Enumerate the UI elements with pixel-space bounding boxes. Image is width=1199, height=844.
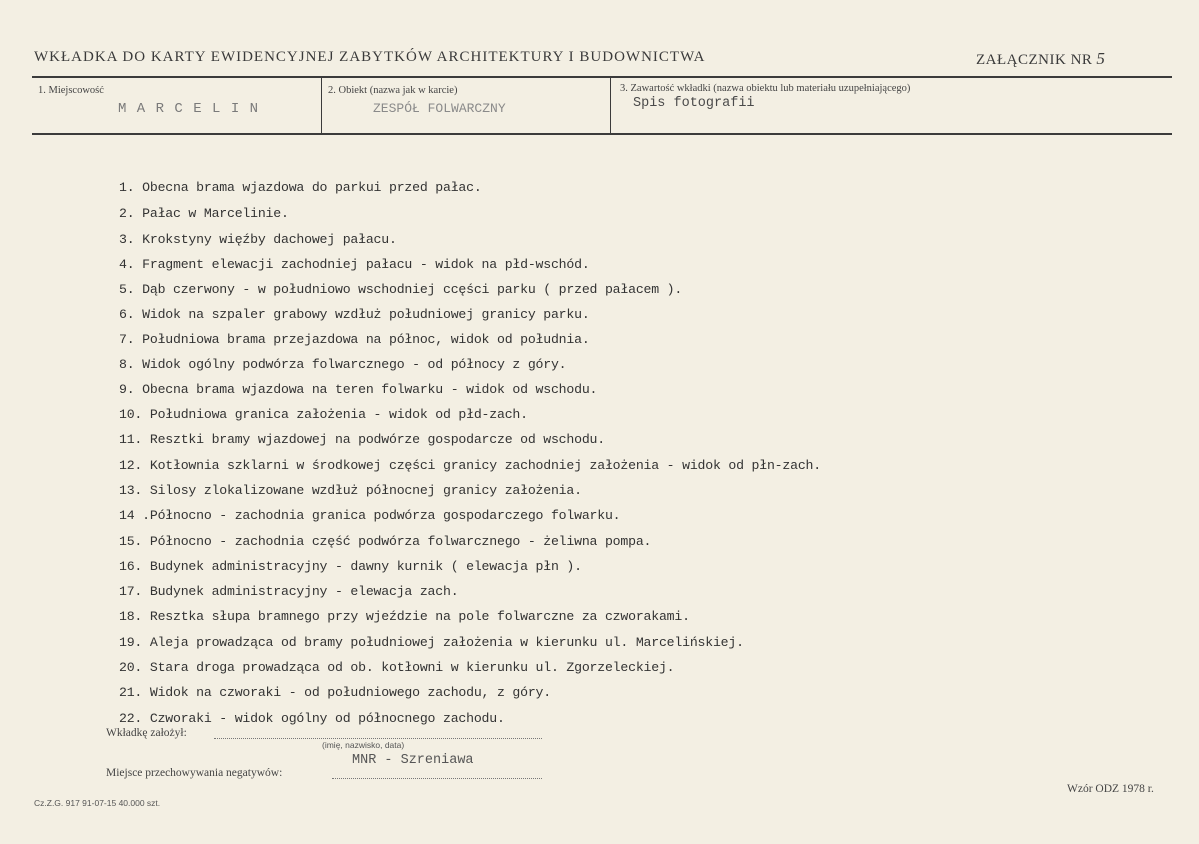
list-item: 15. Północno - zachodnia część podwórza folwarcznego - żeliwna pompa. <box>119 534 652 549</box>
form-title: WKŁADKA DO KARTY EWIDENCYJNEJ ZABYTKÓW ARCHITEKTURY I BUDOWNICTWA <box>34 49 706 65</box>
locality-label: 1. Miejscowość <box>38 85 104 96</box>
negatives-label: Miejsce przechowywania negatywów: <box>106 767 283 779</box>
list-item: 19. Aleja prowadząca od bramy południowej założenia w kierunku ul. Marcelińskiej. <box>119 635 744 650</box>
list-item: 4. Fragment elewacji zachodniej pałacu - widok na płd-wschód. <box>119 257 590 272</box>
list-item: 10. Południowa granica założenia - widok od płd-zach. <box>119 407 528 422</box>
top-rule <box>32 76 1172 78</box>
list-item: 5. Dąb czerwony - w południowo wschodniej ccęści parku ( przed pałacem ). <box>119 282 683 297</box>
object-label: 2. Obiekt (nazwa jak w karcie) <box>328 85 458 96</box>
negatives-value: MNR - Szreniawa <box>352 753 474 768</box>
form-info: Wzór ODZ 1978 r. <box>1067 783 1154 795</box>
list-item: 8. Widok ogólny podwórza folwarcznego - od północy z góry. <box>119 357 567 372</box>
field-divider-2 <box>610 78 611 134</box>
list-item: 9. Obecna brama wjazdowa na teren folwarku - widok od wschodu. <box>119 382 598 397</box>
list-item: 11. Resztki bramy wjazdowej na podwórze gospodarcze od wschodu. <box>119 432 605 447</box>
list-item: 17. Budynek administracyjny - elewacja zach. <box>119 584 459 599</box>
insert-created-label: Wkładkę założył: <box>106 727 187 739</box>
insert-created-line <box>214 738 542 739</box>
list-item: 20. Stara droga prowadząca od ob. kotłowni w kierunku ul. Zgorzeleckiej. <box>119 660 675 675</box>
bottom-rule <box>32 133 1172 135</box>
attachment-label-text: ZAŁĄCZNIK NR <box>976 52 1093 68</box>
list-item: 16. Budynek administracyjny - dawny kurnik ( elewacja płn ). <box>119 559 582 574</box>
list-item: 12. Kotłownia szklarni w środkowej części granicy zachodniej założenia - widok od płn-zach. <box>119 458 821 473</box>
attachment-number-label <box>976 49 1105 69</box>
list-item: 3. Krokstyny więźby dachowej pałacu. <box>119 232 397 247</box>
object-value: ZESPÓŁ FOLWARCZNY <box>373 101 506 116</box>
list-item: 6. Widok na szpaler grabowy wzdłuż południowej granicy parku. <box>119 307 590 322</box>
list-item: 1. Obecna brama wjazdowa do parkui przed pałac. <box>119 180 482 195</box>
negatives-line <box>332 778 542 779</box>
list-item: 18. Resztka słupa bramnego przy wjeździe na pole folwarczne za czworakami. <box>119 609 690 624</box>
list-item: 22. Czworaki - widok ogólny od północnego zachodu. <box>119 711 505 726</box>
content-label: 3. Zawartość wkładki (nazwa obiektu lub materiału uzupełniającego) <box>620 83 911 94</box>
list-item: 2. Pałac w Marcelinie. <box>119 206 289 221</box>
print-info: Cz.Z.G. 917 91-07-15 40.000 szt. <box>34 798 161 808</box>
attachment-number: 5 <box>1096 49 1106 68</box>
field-divider-1 <box>321 78 322 134</box>
person-hint: (imię, nazwisko, data) <box>322 740 405 750</box>
list-item: 7. Południowa brama przejazdowa na północ, widok od południa. <box>119 332 590 347</box>
list-item: 21. Widok na czworaki - od południowego zachodu, z góry. <box>119 685 551 700</box>
locality-value: M A R C E L I N <box>118 101 260 117</box>
content-value: Spis fotografii <box>633 96 755 111</box>
list-item: 13. Silosy zlokalizowane wzdłuż północnej granicy założenia. <box>119 483 582 498</box>
list-item: 14 .Północno - zachodnia granica podwórza gospodarczego folwarku. <box>119 508 621 523</box>
